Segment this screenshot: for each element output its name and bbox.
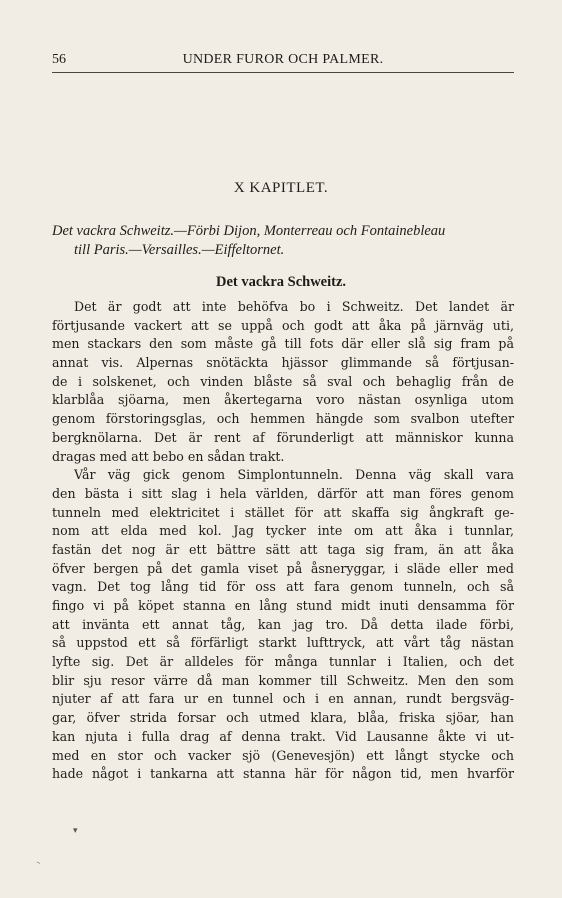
text-line: men stackars den som måste gå till fots där eller slå sig fram på bbox=[52, 336, 514, 352]
text-line: blir sju resor värre då man kommer till Schweitz. Men den som bbox=[52, 672, 514, 688]
text-line: hade något i tankarna att stanna här för någon tid, men hvarför bbox=[52, 766, 514, 782]
text-line: med en stor och vacker sjö (Genevesjön) ett långt stycke och bbox=[52, 747, 514, 763]
chapter-summary bbox=[52, 222, 514, 260]
text-line: Det är godt att inte behöfva bo i Schweitz. Det landet är bbox=[74, 299, 514, 314]
text-line: att invänta ett annat tåg, kan jag tro. Då detta ilade förbi, bbox=[52, 616, 514, 632]
text-line: vagn. Det tog lång tid för oss att fara genom tunneln, och så bbox=[52, 579, 514, 595]
text-line: öfver bergen på det gamla viset på åsneryggar, i släde eller med bbox=[52, 560, 514, 576]
summary-line: till Paris.—Versailles.—Eiffeltornet. bbox=[74, 242, 285, 258]
text-line: de i solskenet, och vinden blåste så sval och behaglig från de bbox=[52, 373, 514, 389]
text-line: dragas med att bebo en sådan trakt. bbox=[52, 448, 285, 464]
text-line: annat vis. Alpernas snötäckta hjässor glimmande så förtjusan- bbox=[52, 355, 514, 371]
body-text bbox=[52, 298, 514, 784]
text-line: nom att elda med kol. Jag tycker inte om att åka i tunnlar, bbox=[52, 523, 514, 539]
print-speck: ▾ bbox=[73, 826, 78, 836]
text-line: Vår väg gick genom Simplontunneln. Denna väg skall vara bbox=[74, 467, 514, 483]
text-line: förtjusande vackert att se uppå och godt att åka på järnväg uti, bbox=[52, 317, 514, 333]
page-header bbox=[52, 52, 514, 72]
text-line: gar, öfver strida forsar och utmed klara, blåa, friska sjöar, han bbox=[52, 710, 514, 726]
text-line: bergknölarna. Det är rent af förunderligt att människor kunna bbox=[52, 429, 514, 445]
header-rule bbox=[52, 72, 514, 73]
text-line: njuter af att fara ur en tunnel och i en annan, rundt bergsväg- bbox=[52, 691, 514, 707]
text-line: lyfte sig. Det är alldeles för många tunnlar i Italien, och det bbox=[52, 654, 514, 670]
running-title: UNDER FUROR OCH PALMER. bbox=[182, 52, 384, 67]
page-number: 56 bbox=[52, 52, 66, 67]
print-speck: – bbox=[34, 857, 43, 869]
section-title: Det vackra Schweitz. bbox=[215, 274, 347, 290]
summary-line: Det vackra Schweitz.—Förbi Dijon, Monterreau och Fontainebleau bbox=[52, 223, 446, 239]
text-line: tunneln med elektricitet i stället för att skaffa sig ångkraft ge- bbox=[52, 504, 514, 520]
text-line: genom förstoringsglas, och hemmen hängde som svalbon utefter bbox=[52, 411, 514, 427]
text-line: kan njuta i fulla drag af denna trakt. Vid Lausanne åkte vi ut- bbox=[52, 728, 514, 744]
text-line: så uppstod ett så förfärligt starkt lufttryck, att vårt tåg nästan bbox=[52, 635, 514, 651]
text-line: den bästa i sitt slag i hela världen, därför att man föres genom bbox=[52, 485, 514, 501]
chapter-heading: X KAPITLET. bbox=[233, 180, 329, 196]
text-line: fastän det nog är ett bättre sätt att taga sig fram, än att åka bbox=[52, 541, 514, 557]
text-line: fingo vi på köpet stanna en lång stund midt inuti densamma för bbox=[52, 598, 514, 613]
text-line: klarblåa sjöarna, men åkertegarna voro nästan osynliga utom bbox=[52, 392, 514, 408]
